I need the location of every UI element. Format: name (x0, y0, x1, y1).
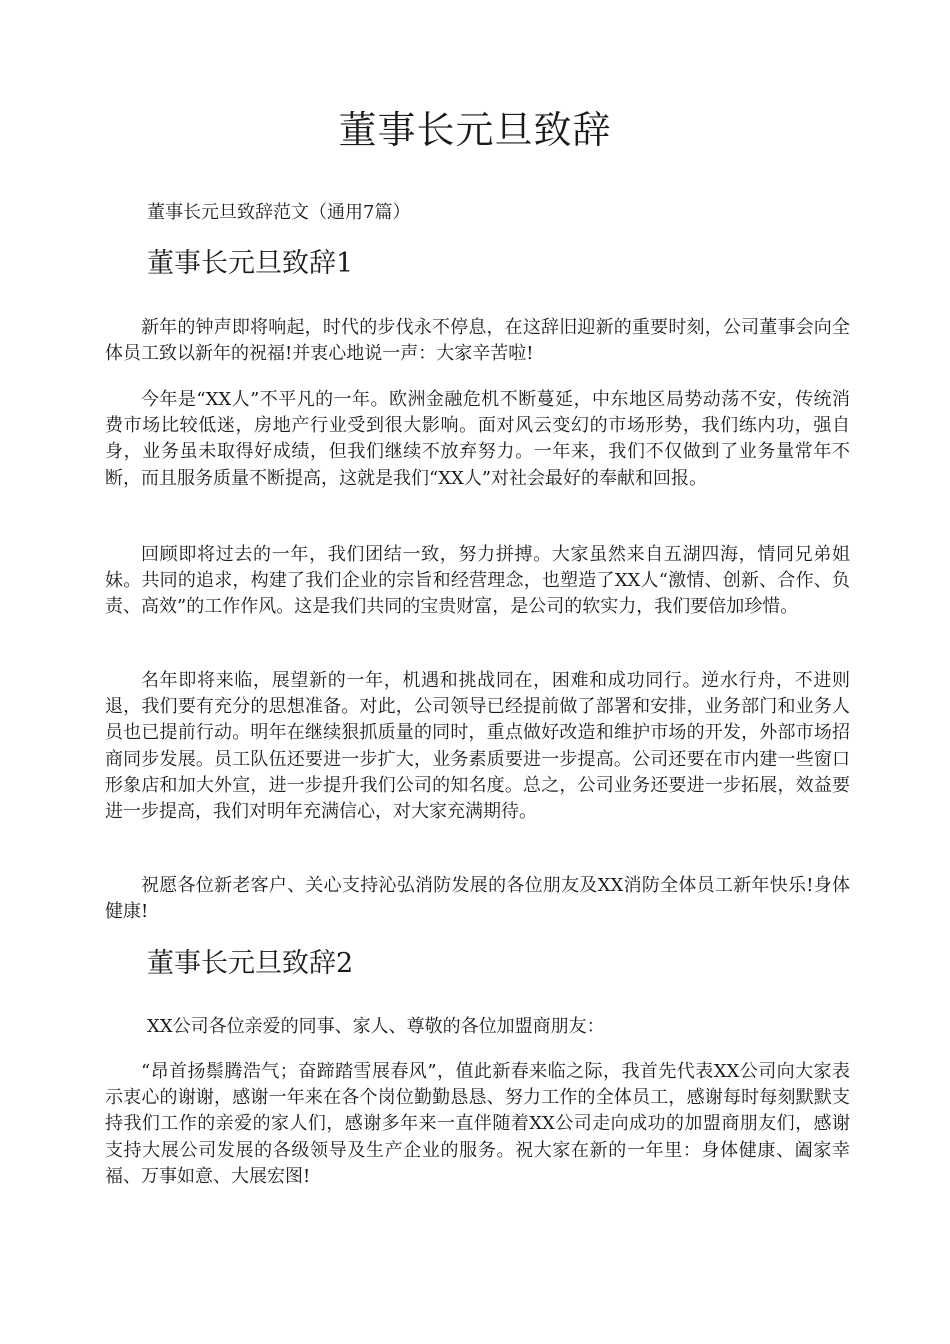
section-2-paragraph-1: “昂首扬鬃腾浩气；奋蹄踏雪展春风”，值此新春来临之际，我首先代表XX公司向大家表示衷心的谢谢，感谢一年来在各个岗位勤勤恳恳、努力工作的全体员工，感谢每时每刻默默支持我们工作的亲爱的家人们，感谢多年来一直伴随着XX公司走向成功的加盟商朋友们，感谢支持大展公司发展的各级领导及生产企业的服务。祝大家在新的一年里：身体健康、阖家幸福、万事如意、大展宏图! (105, 1061, 850, 1187)
document-subtitle: 董事长元旦致辞范文（通用7篇） (147, 202, 411, 223)
section-1-paragraph-2: 今年是“XX人”不平凡的一年。欧洲金融危机不断蔓延，中东地区局势动荡不安，传统消费市场比较低迷，房地产行业受到很大影响。面对风云变幻的市场形势，我们练内功，强自身，业务虽未取得好成绩，但我们继续不放弃努力。一年来，我们不仅做到了业务量常年不断，而且服务质量不断提高，这就是我们“XX人”对社会最好的奉献和回报。 (105, 389, 850, 489)
section-heading-2: 董事长元旦致辞2 (147, 948, 354, 979)
section-1-paragraph-4: 名年即将来临，展望新的一年，机遇和挑战同在，困难和成功同行。逆水行舟，不进则退，我们要有充分的思想准备。对此，公司领导已经提前做了部署和安排，业务部门和业务人员也已提前行动。明年在继续狠抓质量的同时，重点做好改造和维护市场的开发，外部市场招商同步发展。员工队伍还要进一步扩大，业务素质要进一步提高。公司还要在市内建一些窗口形象店和加大外宣，进一步提升我们公司的知名度。总之，公司业务还要进一步拓展，效益要进一步提高，我们对明年充满信心，对大家充满期待。 (105, 670, 850, 823)
page-title: 董事长元旦致辞 (338, 108, 612, 152)
section-heading-1: 董事长元旦致辞1 (147, 248, 354, 279)
section-1-paragraph-5: 祝愿各位新老客户、关心支持沁弘消防发展的各位朋友及XX消防全体员工新年快乐!身体健康! (105, 875, 850, 923)
section-1-paragraph-3: 回顾即将过去的一年，我们团结一致，努力拼搏。大家虽然来自五湖四海，情同兄弟姐妹。共同的追求，构建了我们企业的宗旨和经营理念，也塑造了XX人“激情、创新、合作、负责、高效”的工作作风。这是我们共同的宝贵财富，是公司的软实力，我们要倍加珍惜。 (105, 544, 850, 618)
section-1-paragraph-1: 新年的钟声即将响起，时代的步伐永不停息，在这辞旧迎新的重要时刻，公司董事会向全体员工致以新年的祝福!并衷心地说一声：大家辛苦啦! (105, 317, 850, 365)
section-2-salutation: XX公司各位亲爱的同事、家人、尊敬的各位加盟商朋友： (147, 1016, 605, 1037)
